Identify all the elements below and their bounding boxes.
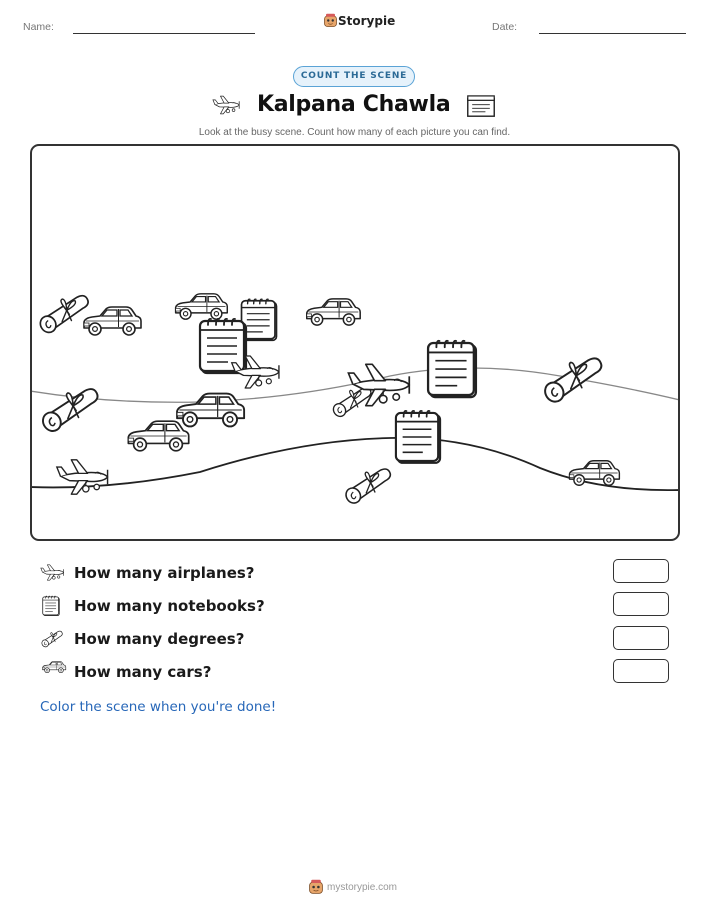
car-icon <box>176 294 228 319</box>
degree-icon <box>40 628 64 650</box>
page-subtitle: Look at the busy scene. Count how many of each picture you can find. <box>198 127 511 138</box>
answer-box-cars[interactable] <box>613 659 669 683</box>
airplane-icon <box>212 94 242 116</box>
degree-icon <box>37 296 88 336</box>
page-title: Kalpana Chawla <box>257 92 451 117</box>
answer-box-notebooks[interactable] <box>613 592 669 616</box>
count-the-scene-badge: COUNT THE SCENE <box>293 66 415 87</box>
storypie-logo-icon <box>323 13 338 28</box>
car-icon <box>177 394 244 427</box>
name-line[interactable] <box>73 33 255 34</box>
car-icon <box>570 461 620 486</box>
notebook-icon <box>396 411 440 463</box>
answer-box-airplanes[interactable] <box>613 559 669 583</box>
scene-artwork <box>30 144 680 541</box>
busy-scene <box>30 144 680 541</box>
notebook-icon <box>200 319 246 373</box>
brand-name: Storypie <box>338 14 396 28</box>
car-icon <box>41 660 67 674</box>
degree-icon <box>331 388 371 419</box>
car-icon <box>307 299 360 325</box>
storypie-logo-icon <box>308 879 324 895</box>
footer-url[interactable]: mystorypie.com <box>327 882 398 893</box>
name-label: Name: <box>23 21 54 33</box>
book-icon <box>466 95 496 118</box>
airplane-icon <box>40 563 66 582</box>
car-icon <box>128 421 188 451</box>
question-cars: How many cars? <box>74 663 212 681</box>
question-degrees: How many degrees? <box>74 630 245 648</box>
answer-box-degrees[interactable] <box>613 626 669 650</box>
notebook-icon <box>428 341 476 397</box>
color-instruction: Color the scene when you're done! <box>40 699 277 715</box>
question-notebooks: How many notebooks? <box>74 597 265 615</box>
car-icon <box>84 307 141 335</box>
degree-icon <box>39 389 97 434</box>
question-airplanes: How many airplanes? <box>74 564 255 582</box>
notebook-icon <box>42 595 60 616</box>
airplane-icon <box>57 460 108 494</box>
degree-icon <box>343 469 390 506</box>
date-line[interactable] <box>539 33 686 34</box>
date-label: Date: <box>492 21 518 33</box>
